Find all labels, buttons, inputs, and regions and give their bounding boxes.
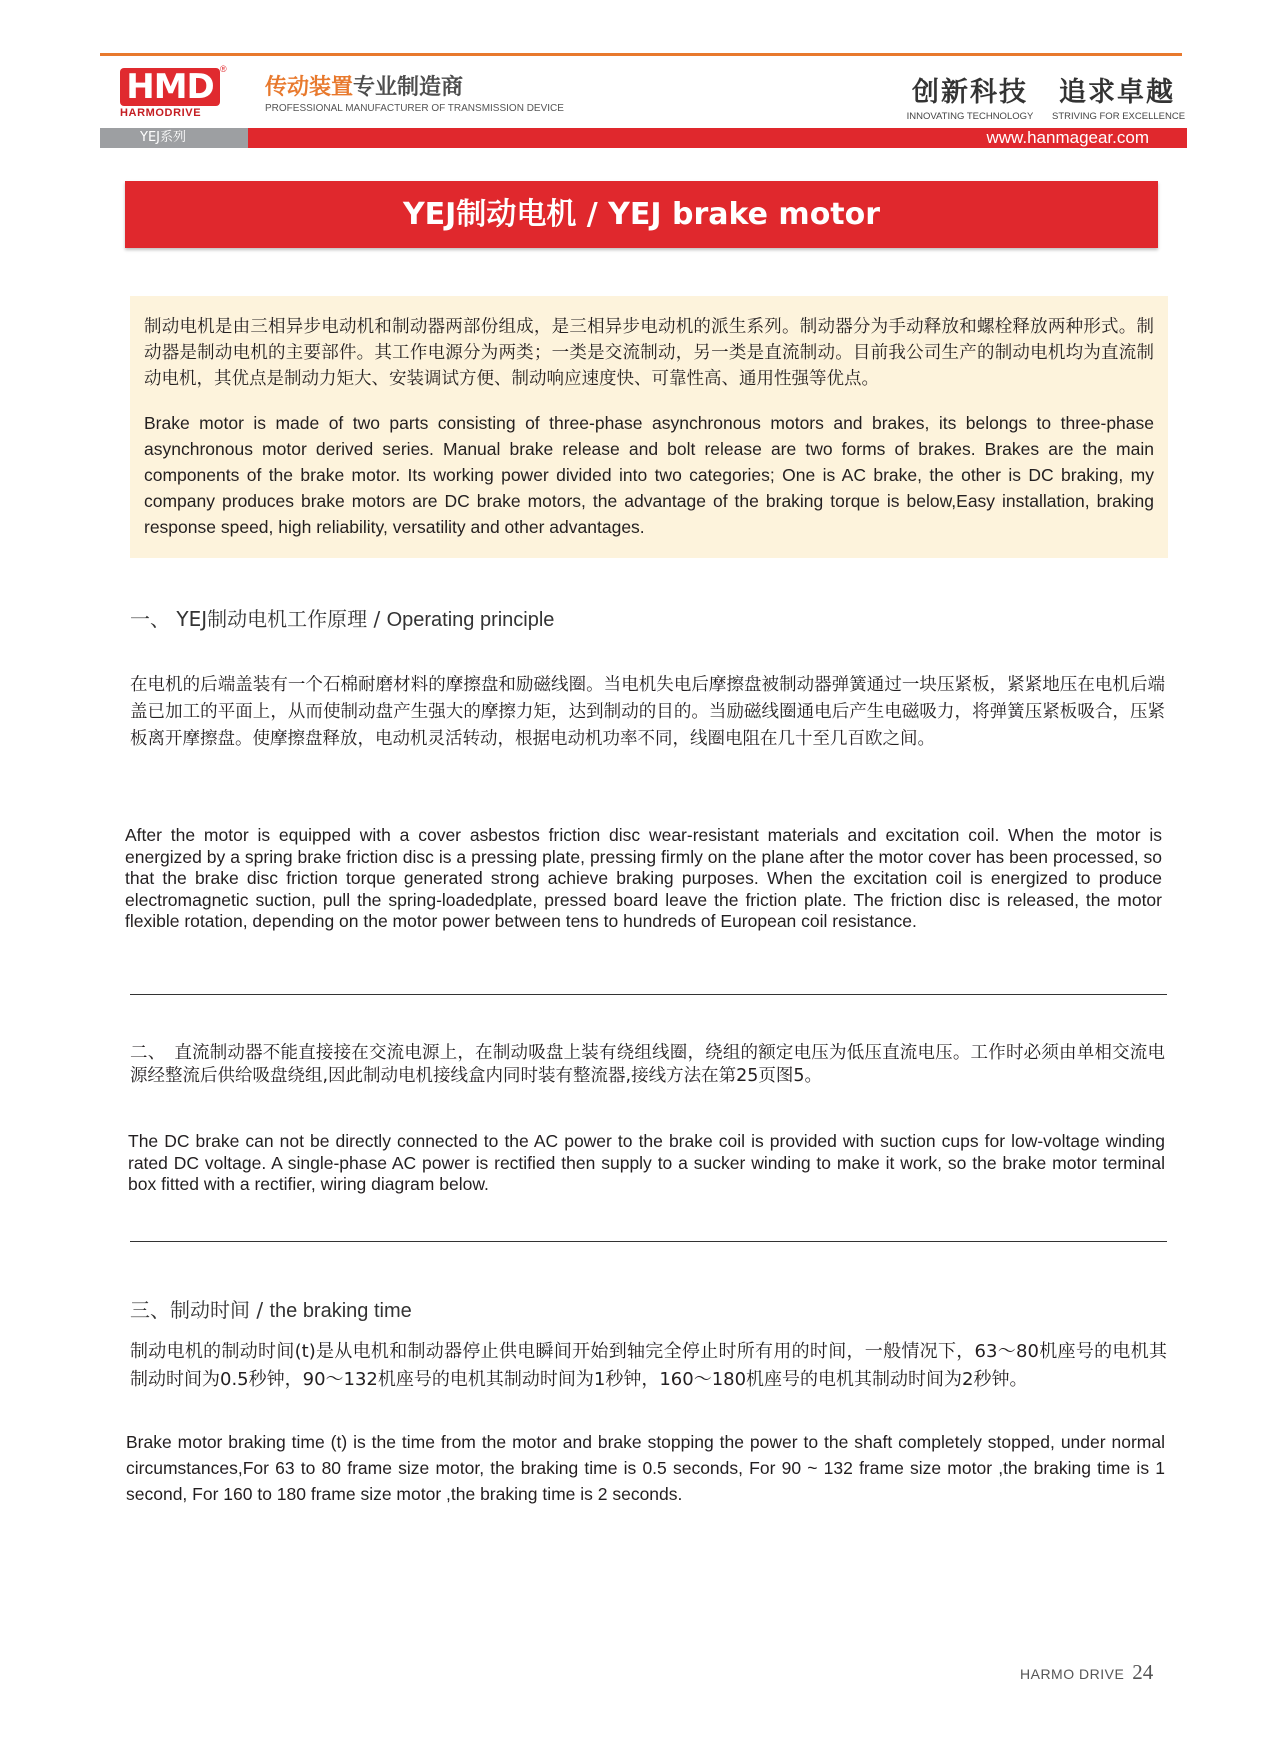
intro-en: Brake motor is made of two parts consisting of three-phase asynchronous motors and brakes, its belongs to three-phase asynchronous motor derived series. Manual brake release and bolt release are two forms of brakes. Brakes are the main components of the brake motor. Its working power divided into two categories; One is AC brake, the other is DC braking, my company produces brake motors are DC brake motors, the advantage of the braking torque is below,Easy installation, braking response speed, high reliability, versatility and other advantages. bbox=[144, 413, 1154, 537]
page-number: 24 bbox=[1132, 1660, 1154, 1684]
section1-heading-en: Operating principle bbox=[386, 609, 555, 631]
logo-wordmark: HARMODRIVE bbox=[120, 107, 202, 119]
footer-brand: HARMO DRIVE bbox=[1020, 1666, 1125, 1682]
section3-heading-en: the braking time bbox=[269, 1300, 412, 1322]
section1-heading bbox=[130, 603, 554, 632]
motto-innovating-en: INNOVATING TECHNOLOGY bbox=[906, 111, 1034, 122]
intro-cn: 制动电机是由三相异步电动机和制动器两部份组成，是三相异步电动机的派生系列。制动器分为手动释放和螺栓释放两种形式。制动器是制动电机的主要部件。其工作电源分为两类；一类是交流制动，另一类是直流制动。目前我公司生产的制动电机均为直流制动电机，其优点是制动力矩大、安装调试方便、制动响应速度快、可靠性高、通用性强等优点。 bbox=[144, 317, 1154, 389]
section1-cn: 在电机的后端盖装有一个石棉耐磨材料的摩擦盘和励磁线圈。当电机失电后摩擦盘被制动器弹簧通过一块压紧板，紧紧地压在电机后端盖已加工的平面上，从而使制动盘产生强大的摩擦力矩，达到制动的目的。当励磁线圈通电后产生电磁吸力，将弹簧压紧板吸合，压紧板离开摩擦盘。使摩擦盘释放，电动机灵活转动，根据电动机功率不同，线圈电阻在几十至几百欧之间。 bbox=[130, 675, 1165, 749]
page-title: YEJ制动电机 / YEJ brake motor bbox=[125, 181, 1158, 248]
tagline-en: PROFESSIONAL MANUFACTURER OF TRANSMISSION DEVICE bbox=[265, 103, 564, 114]
motto-striving bbox=[1052, 70, 1186, 122]
tagline-cn-part1: 传动装置 bbox=[265, 75, 354, 100]
section2-cn: 二、 直流制动器不能直接接在交流电源上，在制动吸盘上装有绕组线圈，绕组的额定电压为低压直流电压。工作时必须由单相交流电源经整流后供给吸盘绕组,因此制动电机接线盒内同时装有整流器,接线方法在第25页图5。 bbox=[130, 1043, 1165, 1086]
tagline-cn bbox=[265, 70, 463, 101]
motto-striving-en: STRIVING FOR EXCELLENCE bbox=[1052, 111, 1186, 122]
motto-innovating-cn: 创新科技 bbox=[912, 77, 1028, 108]
motto-striving-cn: 追求卓越 bbox=[1059, 77, 1175, 108]
section2-en: The DC brake can not be directly connected to the AC power to the brake coil is provided with suction cups for low-voltage winding rated DC voltage. A single-phase AC power is rectified then supply to a sucker winding to make it work, so the brake motor terminal box fitted with a rectifier, wiring diagram below. bbox=[128, 1131, 1165, 1194]
section3-heading-cn: 三、制动时间 / bbox=[130, 1298, 270, 1322]
company-logo bbox=[120, 64, 227, 120]
intro-box bbox=[130, 296, 1168, 558]
divider bbox=[130, 1241, 1167, 1242]
divider bbox=[130, 994, 1167, 995]
logo-mark: HMD bbox=[120, 68, 220, 106]
series-label: YEJ系列 bbox=[100, 128, 248, 148]
section1-en: After the motor is equipped with a cover asbestos friction disc wear-resistant materials and excitation coil. When the motor is energized by a spring brake friction disc is a pressing plate, pressing firmly on the plane after the motor cover has been processed, so that the brake disc friction torque generated strong achieve braking purposes. When the excitation coil is energized to produce electromagnetic suction, pull the spring-loadedplate, pressed board leave the friction plate. The friction disc is released, the motor flexible rotation, depending on the motor power between tens to hundreds of European coil resistance. bbox=[125, 825, 1162, 931]
website-link[interactable]: www.hanmagear.com bbox=[248, 128, 1187, 148]
section3-cn: 制动电机的制动时间(t)是从电机和制动器停止供电瞬间开始到轴完全停止时所有用的时间，一般情况下，63～80机座号的电机其制动时间为0.5秒钟，90～132机座号的电机其制动时间为1秒钟，160～180机座号的电机其制动时间为2秒钟。 bbox=[130, 1341, 1167, 1390]
registered-mark: ® bbox=[220, 64, 227, 74]
motto-innovating bbox=[905, 70, 1035, 122]
section3-heading bbox=[130, 1294, 412, 1323]
section3-en: Brake motor braking time (t) is the time from the motor and brake stopping the power to the shaft completely stopped, under normal circumstances,For 63 to 80 frame size motor, the braking time is 0.5 seconds, For 90 ~ 132 frame size motor ,the braking time is 1 second, For 160 to 180 frame size motor ,the braking time is 2 seconds. bbox=[126, 1432, 1165, 1504]
section1-heading-cn: 一、 YEJ制动电机工作原理 / bbox=[130, 607, 387, 631]
header-top-rule bbox=[100, 53, 1182, 56]
tagline-cn-part2: 专业制造商 bbox=[353, 75, 464, 100]
page-footer bbox=[1020, 1660, 1153, 1685]
